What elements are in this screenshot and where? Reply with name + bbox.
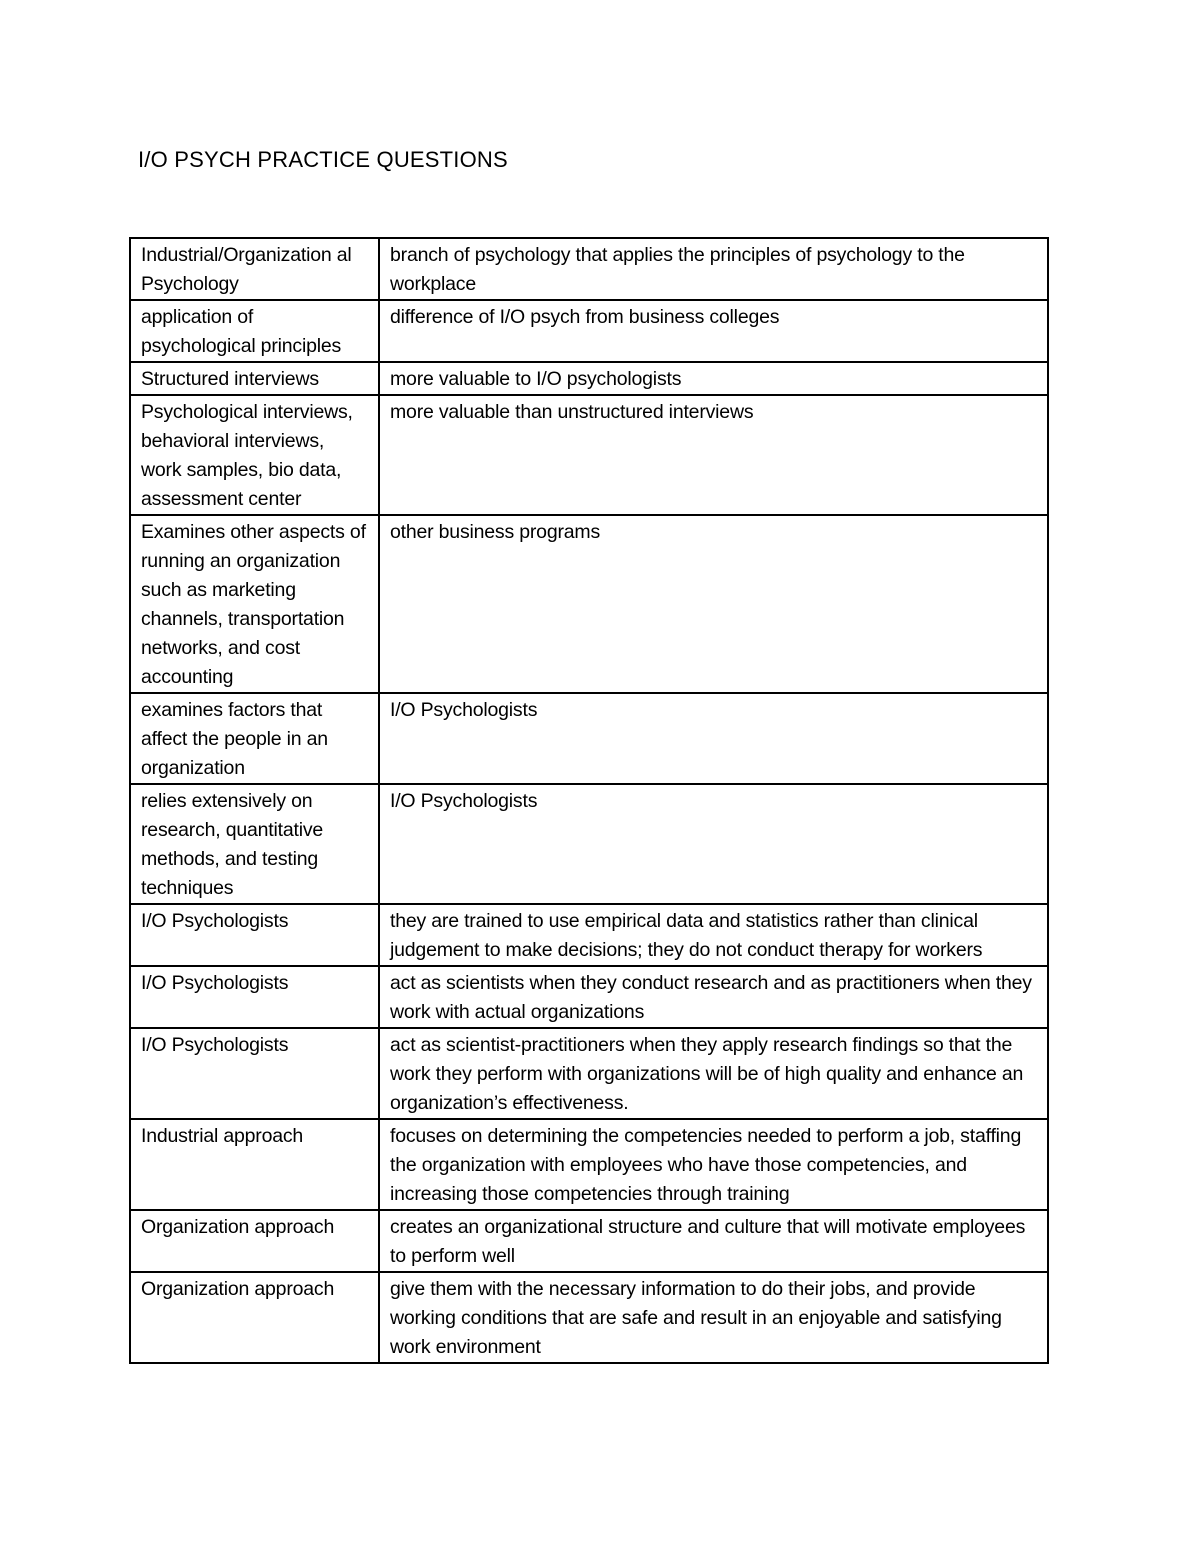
table-row <box>130 693 1048 784</box>
definition-cell: give them with the necessary information to do their jobs, and provide working conditions that are safe and result in an enjoyable and satisfying work environment <box>379 1272 1048 1363</box>
page-title: I/O PSYCH PRACTICE QUESTIONS <box>138 147 508 172</box>
term-cell: relies extensively on research, quantitative methods, and testing techniques <box>130 784 379 904</box>
term-cell: I/O Psychologists <box>130 1028 379 1119</box>
definition-cell: difference of I/O psych from business colleges <box>379 300 1048 362</box>
table-row <box>130 395 1048 515</box>
table-row <box>130 362 1048 395</box>
term-cell: I/O Psychologists <box>130 904 379 966</box>
table-row <box>130 515 1048 693</box>
practice-questions-table <box>129 237 1049 1364</box>
definition-cell: more valuable to I/O psychologists <box>379 362 1048 395</box>
table-row <box>130 1272 1048 1363</box>
definition-cell: I/O Psychologists <box>379 784 1048 904</box>
term-cell: examines factors that affect the people in an organization <box>130 693 379 784</box>
term-cell: Examines other aspects of running an organization such as marketing channels, transportation networks, and cost accounting <box>130 515 379 693</box>
definition-cell: focuses on determining the competencies needed to perform a job, staffing the organization with employees who have those competencies, and increasing those competencies through training <box>379 1119 1048 1210</box>
table-row <box>130 966 1048 1028</box>
definition-cell: they are trained to use empirical data and statistics rather than clinical judgement to make decisions; they do not conduct therapy for workers <box>379 904 1048 966</box>
table-row <box>130 784 1048 904</box>
term-cell: application of psychological principles <box>130 300 379 362</box>
definition-cell: more valuable than unstructured interviews <box>379 395 1048 515</box>
term-cell: Structured interviews <box>130 362 379 395</box>
term-cell: Organization approach <box>130 1272 379 1363</box>
table-row <box>130 1119 1048 1210</box>
table-row <box>130 300 1048 362</box>
term-cell: Industrial/Organization al Psychology <box>130 238 379 300</box>
definition-cell: act as scientists when they conduct research and as practitioners when they work with actual organizations <box>379 966 1048 1028</box>
table-row <box>130 1028 1048 1119</box>
term-cell: Industrial approach <box>130 1119 379 1210</box>
definition-cell: creates an organizational structure and culture that will motivate employees to perform well <box>379 1210 1048 1272</box>
definition-cell: other business programs <box>379 515 1048 693</box>
term-cell: I/O Psychologists <box>130 966 379 1028</box>
definition-cell: I/O Psychologists <box>379 693 1048 784</box>
table-row <box>130 904 1048 966</box>
table-row <box>130 238 1048 300</box>
definition-cell: act as scientist-practitioners when they apply research findings so that the work they perform with organizations will be of high quality and enhance an organization’s effectiveness. <box>379 1028 1048 1119</box>
term-cell: Organization approach <box>130 1210 379 1272</box>
definition-cell: branch of psychology that applies the principles of psychology to the workplace <box>379 238 1048 300</box>
table-row <box>130 1210 1048 1272</box>
term-cell: Psychological interviews, behavioral interviews, work samples, bio data, assessment center <box>130 395 379 515</box>
